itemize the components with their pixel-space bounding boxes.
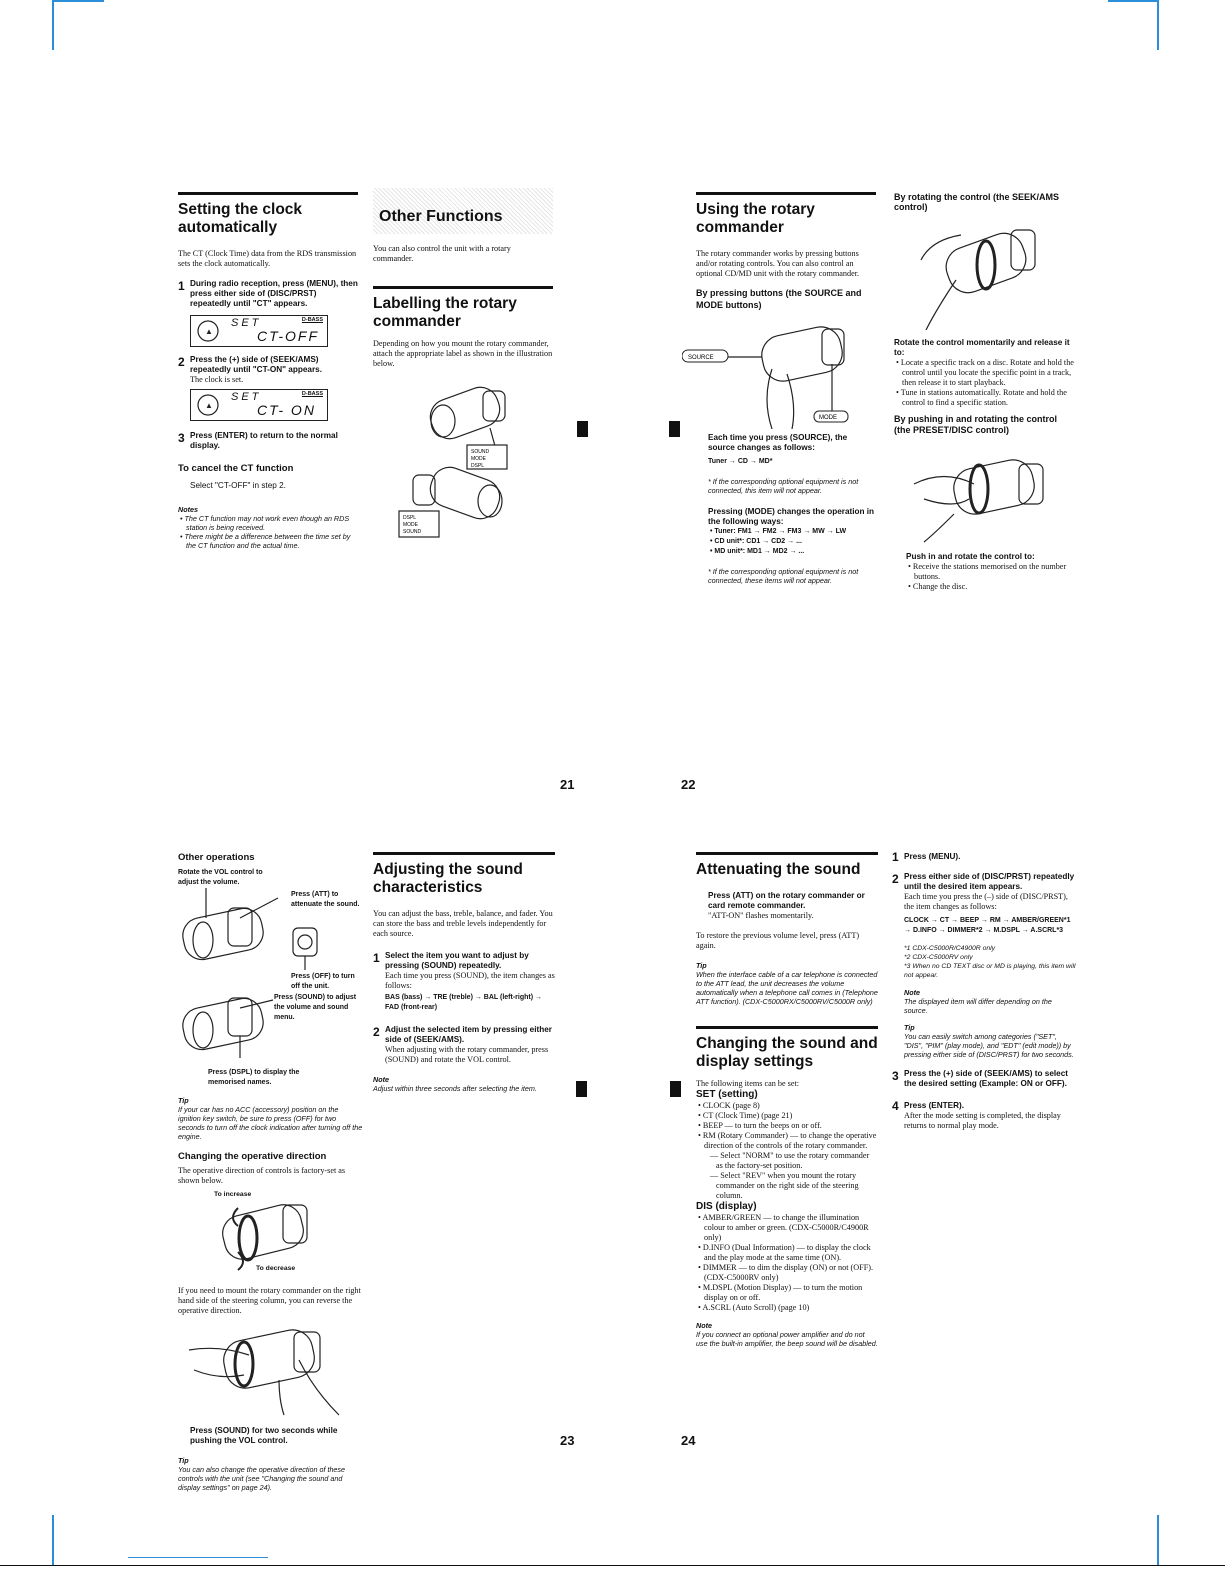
subheading: To cancel the CT function — [178, 463, 294, 474]
svg-text:SOUND: SOUND — [471, 449, 490, 455]
lcd-top-text: SET — [231, 391, 262, 403]
dbass-badge: D-BASS — [301, 391, 323, 397]
page-number: 23 — [560, 1433, 575, 1448]
source-sequence: Tuner → CD → MD* — [708, 458, 773, 465]
footnote: *2 CDX-C5000RV only — [904, 954, 973, 961]
chapter-title: Other Functions — [379, 208, 503, 225]
note-text: There might be a difference between the time set by the CT function and the actual time. — [184, 532, 351, 550]
tip-heading: Tip — [904, 1023, 915, 1032]
page-24-col-2 — [892, 850, 1077, 1131]
caption: Press (ATT) to attenuate the sound. — [291, 891, 360, 908]
lcd-main-text: CT- ON — [257, 402, 316, 418]
step-2: 2 Press the (+) side of (SEEK/AMS) repeatedly until "CT-ON" appears. The clock is set. — [178, 355, 358, 385]
item-text: CT (Clock Time) (page 21) — [702, 1111, 793, 1120]
step-subtext: Each time you press the (–) side of (DISC/PRST), the item changes as follows: — [904, 892, 1068, 911]
step-subtext: "ATT-ON" flashes momentarily. — [708, 911, 814, 920]
list-item: • Change the disc. — [908, 582, 968, 591]
note-heading: Note — [696, 1321, 712, 1330]
svg-text:MODE: MODE — [819, 415, 837, 421]
tip-text: When the interface cable of a car telephone is connected to the ATT lead, the unit decreases the volume automatically when a telephone call comes in (Telephone ATT function). (CDX-C5000RX/C5000RV/C5000R only) — [696, 970, 878, 1006]
step-subtext: When adjusting with the rotary commander, press (SOUND) and rotate the VOL control. — [385, 1045, 549, 1064]
note-text: The CT function may not work even though an RDS station is being received. — [184, 514, 350, 532]
svg-text:DSPL: DSPL — [403, 515, 417, 521]
page-number: 22 — [681, 777, 696, 792]
tip-heading: Tip — [178, 1096, 189, 1105]
list-item: • Locate a specific track on a disc. Rotate and hold the control until you locate the specific point in a track, then release it to start playback. — [896, 358, 1074, 387]
step-text: Push in and rotate the control to: — [906, 552, 1035, 561]
rotary-commander-label-illustration — [395, 383, 525, 548]
caption: Press (DSPL) to display the memorised names. — [208, 1069, 300, 1086]
tip-heading: Tip — [696, 961, 707, 970]
section-title: Attenuating the sound — [696, 852, 878, 879]
step-text: Press (ATT) on the rotary commander or card remote commander. — [708, 891, 865, 910]
list-item: • RM (Rotary Commander) — to change the operative direction of the controls of the rotary commander. — [698, 1131, 877, 1150]
paragraph: Select "CT-OFF" in step 2. — [190, 481, 286, 490]
caption: To decrease — [256, 1265, 296, 1272]
crop-mark — [52, 0, 54, 50]
operative-direction-illustration — [178, 1186, 363, 1276]
item-text: BEEP — to turn the beeps on or off. — [702, 1121, 822, 1130]
list-subitem: — Select "NORM" to use the rotary commander as the factory-set position. — [710, 1151, 870, 1170]
step-text: Rotate the control momentarily and release it to: — [894, 338, 1070, 357]
page-tab — [670, 1081, 681, 1097]
item-text: Tune in stations automatically. Rotate and hold the control to find a specific station. — [900, 388, 1067, 407]
footnote: * If the corresponding optional equipment is not connected, these items will not appear. — [708, 567, 859, 585]
page-tab — [577, 421, 588, 437]
step-text: Adjust the selected item by pressing either side of (SEEK/AMS). — [385, 1025, 552, 1044]
footnote: *3 When no CD TEXT disc or MD is playing, this item will not appear. — [904, 963, 1076, 979]
item-text: M.DSPL (Motion Display) — to turn the motion display on or off. — [702, 1283, 863, 1302]
item-text: CD unit*: CD1 → CD2 → ... — [714, 538, 802, 545]
step-subtext: After the mode setting is completed, the display returns to normal play mode. — [904, 1111, 1061, 1130]
step-text: Press the (+) side of (SEEK/AMS) repeatedly until "CT-ON" appears. — [190, 355, 322, 374]
item-text: Locate a specific track on a disc. Rotate and hold the control until you locate the specific point in a track, then release it to start playback. — [900, 358, 1074, 387]
page-21-col-1 — [178, 192, 358, 550]
page-tab — [576, 1081, 587, 1097]
caption: Press (OFF) to turn off the unit. — [291, 973, 355, 990]
item-text: MD unit*: MD1 → MD2 → ... — [714, 548, 805, 555]
item-text: AMBER/GREEN — to change the illumination colour to amber or green. (CDX-C5000R/C4900R only) — [702, 1213, 869, 1242]
bottom-link-underline — [128, 1557, 268, 1558]
page-24-col-1 — [696, 852, 878, 1348]
crop-mark — [52, 0, 104, 2]
list-item: • DIMMER — to dim the display (ON) or not (OFF). (CDX-C5000RV only) — [698, 1263, 874, 1282]
chapter-banner — [373, 188, 553, 234]
item-text: Receive the stations memorised on the number buttons. — [912, 562, 1067, 581]
item-text: A.SCRL (Auto Scroll) (page 10) — [702, 1303, 810, 1312]
page-23-col-1 — [178, 852, 363, 1492]
svg-text:MODE: MODE — [403, 522, 418, 528]
tip-text: You can easily switch among categories ("SET", "DIS", "PIM" (play mode), and "EDT" (edit mode)) by pressing either side of (DISC/PRST) for two seconds. — [904, 1032, 1074, 1059]
footnote: * If the corresponding optional equipment is not connected, this item will not appear. — [708, 477, 859, 495]
seek-ams-rotation-illustration — [916, 220, 1046, 330]
section-title: Adjusting the sound characteristics — [373, 852, 555, 897]
dial-icon — [195, 318, 221, 344]
note-text: The displayed item will differ depending on the source. — [904, 997, 1052, 1015]
subheading: Changing the operative direction — [178, 1151, 327, 1162]
step-1: 1 Select the item you want to adjust by pressing (SOUND) repeatedly. Each time you press (SOUND), the item changes as follows: BAS (bass) → TRE (treble) → BAL (left-right) → FAD (front-rear) — [373, 951, 555, 1011]
svg-text:MODE: MODE — [471, 456, 486, 462]
section-title: Changing the sound and display settings — [696, 1026, 878, 1071]
caption: Press (SOUND) to adjust the volume and sound menu. — [274, 994, 357, 1021]
item-text: DIMMER — to dim the display (ON) or not (OFF). (CDX-C5000RV only) — [702, 1263, 874, 1282]
paragraph: You can also control the unit with a rotary commander. — [373, 244, 511, 263]
list-item: • CLOCK (page 8) — [698, 1101, 760, 1110]
footnote: *1 CDX-C5000R/C4900R only — [904, 945, 996, 952]
list-item: • Receive the stations memorised on the number buttons. — [908, 562, 1067, 581]
lcd-display — [190, 389, 328, 421]
page-22-col-1 — [688, 192, 876, 585]
page-21-col-2 — [373, 188, 553, 548]
paragraph: The following items can be set: — [696, 1079, 799, 1088]
list-item: • BEEP — to turn the beeps on or off. — [698, 1121, 822, 1130]
subheading: DIS (display) — [696, 1201, 757, 1212]
dbass-badge: D-BASS — [301, 317, 323, 323]
crop-mark — [1108, 0, 1158, 2]
sequence: BAS (bass) → TRE (treble) → BAL (left-right) → FAD (front-rear) — [385, 994, 542, 1011]
step-1: 1 Press (MENU). — [892, 850, 1077, 862]
paragraph: The rotary commander works by pressing buttons and/or rotating controls. You can also control an optional CD/MD unit with the rotary commander. — [696, 249, 860, 278]
subheading: By pushing in and rotating the control (the PRESET/DISC control) — [894, 414, 1057, 435]
lcd-display — [190, 315, 328, 347]
page-tab — [669, 421, 680, 437]
step-2: 2 Adjust the selected item by pressing either side of (SEEK/AMS). When adjusting with the rotary commander, press (SOUND) and rotate the VOL control. — [373, 1025, 555, 1065]
list-item: • AMBER/GREEN — to change the illumination colour to amber or green. (CDX-C5000R/C4900R only) — [698, 1213, 869, 1242]
crop-mark — [1157, 0, 1159, 50]
note-text: If you connect an optional power amplifier and do not use the built-in amplifier, the beep sound will be disabled. — [696, 1330, 878, 1348]
tip-text: If your car has no ACC (accessory) position on the ignition key switch, be sure to press (OFF) for two seconds to turn off the clock indication after turning off the engine. — [178, 1105, 363, 1141]
subheading: SET (setting) — [696, 1089, 758, 1100]
step-text: Press (MENU). — [904, 852, 961, 861]
caption: Rotate the VOL control to adjust the volume. — [178, 869, 263, 886]
other-operations-illustration — [178, 888, 363, 1068]
svg-text:▲: ▲ — [205, 327, 213, 336]
step-text: Press (SOUND) for two seconds while pushing the VOL control. — [190, 1426, 338, 1445]
subheading: By rotating the control (the SEEK/AMS control) — [894, 192, 1060, 212]
subheading: Other operations — [178, 852, 255, 863]
page-23-col-2 — [373, 852, 555, 1093]
paragraph: If you need to mount the rotary commander on the right hand side of the steering column, you can reverse the operative direction. — [178, 1286, 361, 1315]
paragraph: Depending on how you mount the rotary commander, attach the appropriate label as shown in the illustration below. — [373, 339, 553, 368]
page-number: 24 — [681, 1433, 696, 1448]
step-subtext: The clock is set. — [190, 375, 244, 384]
paragraph: To restore the previous volume level, press (ATT) again. — [696, 931, 860, 950]
svg-text:▲: ▲ — [205, 401, 213, 410]
step-text: Press (ENTER) to return to the normal display. — [190, 431, 338, 450]
tip-heading: Tip — [178, 1456, 189, 1465]
preset-disc-push-illustration — [904, 444, 1054, 544]
step-3: 3 Press (ENTER) to return to the normal display. — [178, 431, 358, 451]
list-item: • D.INFO (Dual Information) — to display the clock and the play mode at the same time (ON). — [698, 1243, 871, 1262]
page-number: 21 — [560, 777, 575, 792]
step-2: 2 Press either side of (DISC/PRST) repeatedly until the desired item appears. Each time you press the (–) side of (DISC/PRST), the item changes as follows: CLOCK → CT → BEEP → RM → AMBER/GREEN*1 → D.INFO → DIMMER*2 → M.DSPL → A.SCRL*3 — [892, 872, 1077, 936]
reverse-direction-illustration — [184, 1320, 354, 1420]
item-text: CLOCK (page 8) — [702, 1101, 760, 1110]
list-item: • Tune in stations automatically. Rotate and hold the control to find a specific station. — [896, 388, 1067, 407]
dial-icon — [195, 392, 221, 418]
crop-mark — [52, 1515, 54, 1565]
svg-text:SOURCE: SOURCE — [688, 355, 714, 361]
notes-heading: Notes — [178, 505, 198, 514]
list-item: • CD unit*: CD1 → CD2 → ... — [710, 538, 802, 545]
note-text: Adjust within three seconds after selecting the item. — [373, 1084, 537, 1093]
section-title: Using the rotary commander — [696, 192, 876, 237]
svg-text:SOUND: SOUND — [403, 529, 422, 535]
note-heading: Note — [373, 1075, 389, 1084]
step-text: Each time you press (SOURCE), the source changes as follows: — [708, 433, 848, 452]
caption: To increase — [214, 1191, 252, 1198]
section-title: Labelling the rotary commander — [373, 286, 553, 331]
step-4: 4 Press (ENTER). After the mode setting is completed, the display returns to normal play mode. — [892, 1099, 1077, 1131]
step-1: 1 During radio reception, press (MENU), then press either side of (DISC/PRST) repeatedly until "CT" appears. — [178, 279, 358, 308]
note-item: • There might be a difference between the time set by the CT function and the actual time. — [180, 532, 351, 550]
step-3: 3 Press the (+) side of (SEEK/AMS) to select the desired setting (Example: ON or OFF). — [892, 1069, 1077, 1089]
tip-text: You can also change the operative direction of these controls with the unit (see "Changing the sound and display settings" on page 24). — [178, 1465, 346, 1492]
step-text: Select the item you want to adjust by pressing (SOUND) repeatedly. — [385, 951, 529, 970]
crop-mark — [1157, 1515, 1159, 1565]
step-subtext: Each time you press (SOUND), the item changes as follows: — [385, 971, 555, 990]
sequence: CLOCK → CT → BEEP → RM → AMBER/GREEN*1 → D.INFO → DIMMER*2 → M.DSPL → A.SCRL*3 — [904, 917, 1071, 934]
step-text: During radio reception, press (MENU), then press either side of (DISC/PRST) repeatedly until "CT" appears. — [190, 279, 358, 308]
item-text: Tuner: FM1 → FM2 → FM3 → MW → LW — [714, 528, 847, 535]
step-text: Press (ENTER). — [904, 1101, 965, 1110]
list-item: • Tuner: FM1 → FM2 → FM3 → MW → LW — [710, 528, 847, 535]
item-text: D.INFO (Dual Information) — to display the clock and the play mode at the same time (ON). — [702, 1243, 871, 1262]
item-text: RM (Rotary Commander) — to change the operative direction of the controls of the rotary commander. — [702, 1131, 877, 1150]
source-mode-illustration — [682, 319, 862, 429]
bottom-rule — [0, 1565, 1225, 1566]
svg-text:DSPL: DSPL — [471, 463, 485, 469]
list-item: • A.SCRL (Auto Scroll) (page 10) — [698, 1303, 810, 1312]
list-subitem: — Select "REV" when you mount the rotary commander on the right side of the steering column. — [710, 1171, 859, 1200]
lcd-main-text: CT-OFF — [257, 328, 320, 344]
list-item: • M.DSPL (Motion Display) — to turn the motion display on or off. — [698, 1283, 863, 1302]
paragraph: The operative direction of controls is factory-set as shown below. — [178, 1166, 346, 1185]
lcd-top-text: SET — [231, 317, 262, 329]
step-text: Press either side of (DISC/PRST) repeatedly until the desired item appears. — [904, 872, 1075, 891]
page-22-col-2 — [894, 192, 1074, 592]
item-text: Change the disc. — [912, 582, 968, 591]
step-text: Press the (+) side of (SEEK/AMS) to select the desired setting (Example: ON or OFF). — [904, 1069, 1069, 1088]
list-item: • MD unit*: MD1 → MD2 → ... — [710, 548, 805, 555]
note-item: • The CT function may not work even though an RDS station is being received. — [180, 514, 350, 532]
list-item: • CT (Clock Time) (page 21) — [698, 1111, 793, 1120]
step-text: Pressing (MODE) changes the operation in the following ways: — [708, 507, 875, 526]
subheading: By pressing buttons (the SOURCE and MODE buttons) — [696, 288, 862, 310]
section-title: Setting the clock automatically — [178, 192, 358, 237]
paragraph: You can adjust the bass, treble, balance, and fader. You can store the bass and treble levels independently for each source. — [373, 909, 553, 938]
paragraph: The CT (Clock Time) data from the RDS transmission sets the clock automatically. — [178, 249, 357, 268]
note-heading: Note — [904, 988, 920, 997]
